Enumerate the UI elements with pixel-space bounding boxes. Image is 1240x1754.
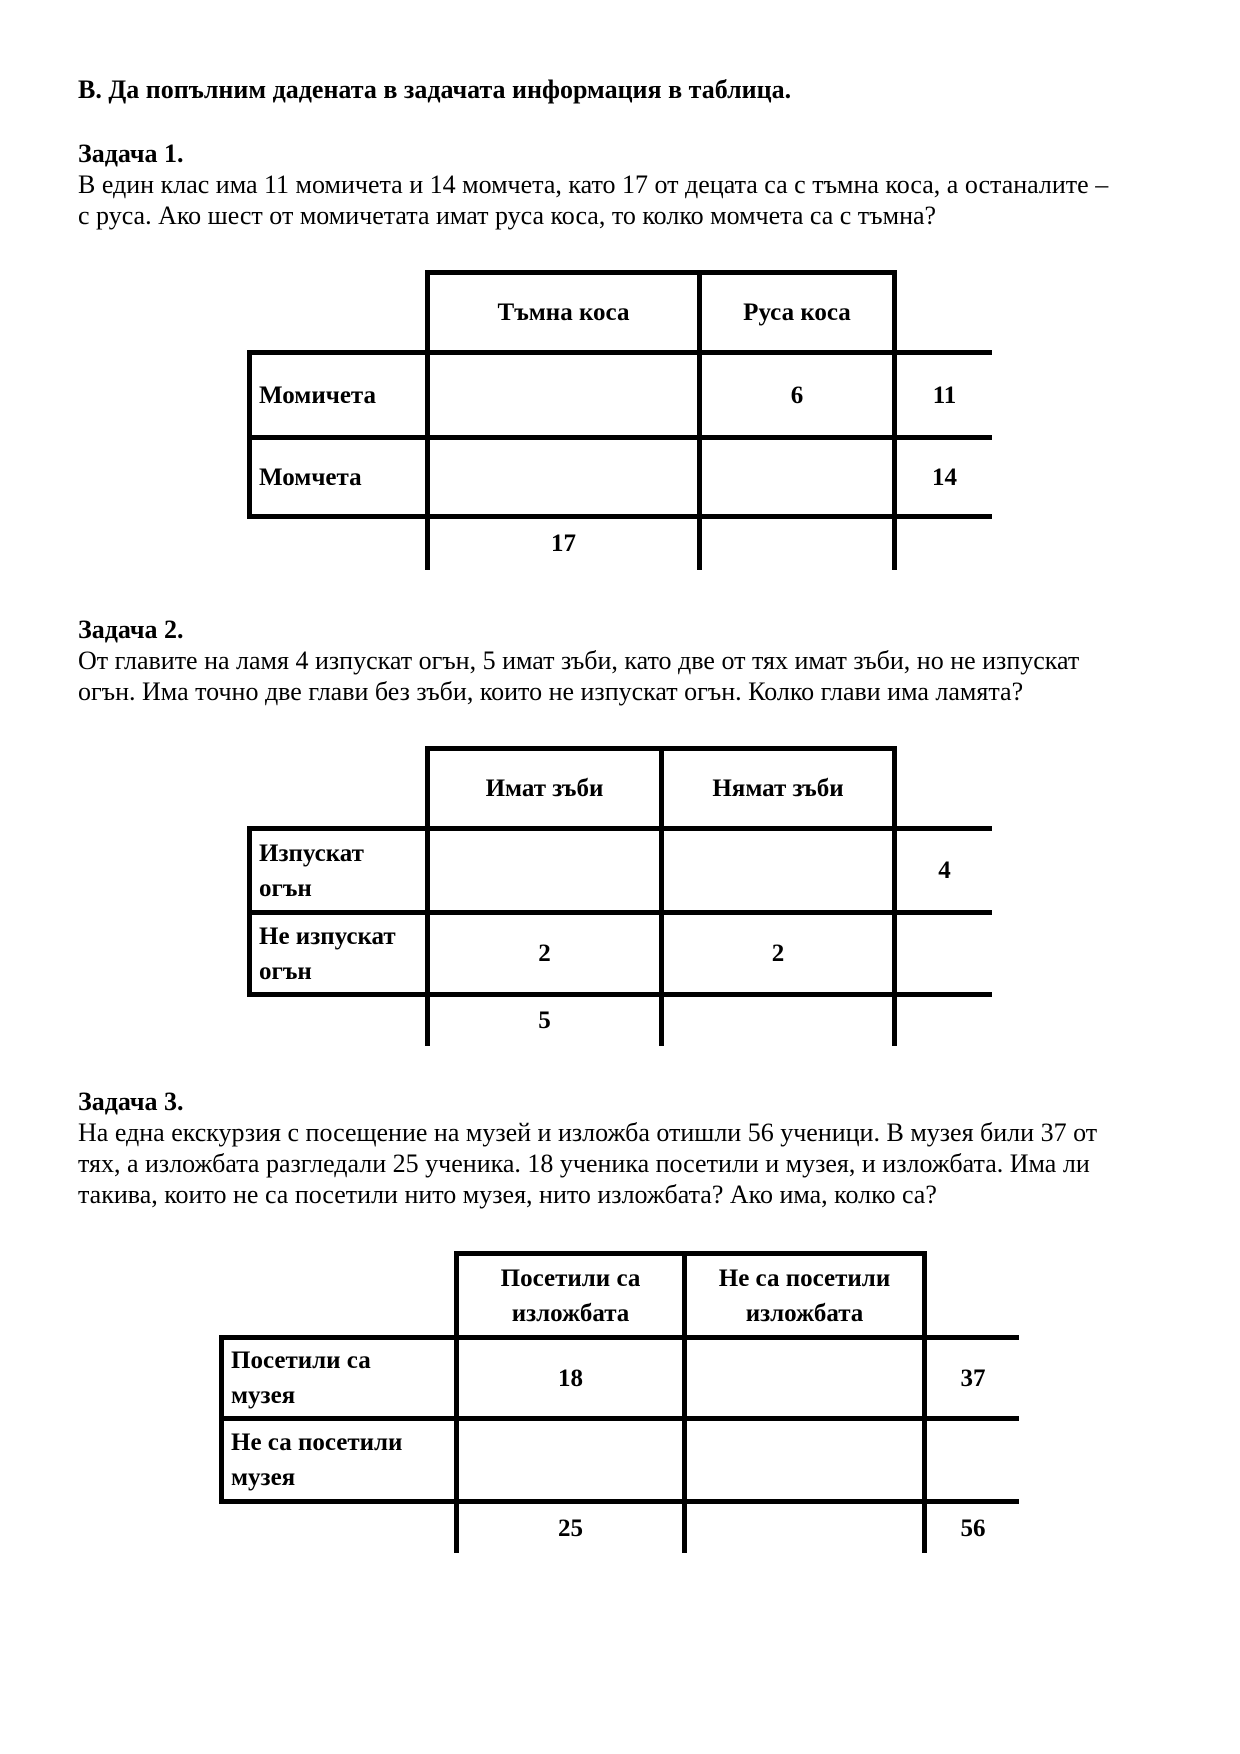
table-cell: [664, 831, 892, 910]
row-label: [259, 355, 419, 435]
grand-total: [897, 519, 992, 567]
table-border-line: [219, 1335, 224, 1504]
row-total: [927, 1421, 1019, 1499]
problem-text-line: такива, които не са посетили нито музея, нито изложбата? Ако има, колко са?: [78, 1180, 937, 1209]
row-total: 4: [938, 857, 951, 884]
column-header: [430, 275, 697, 350]
problem-text-line: огън. Има точно две глави без зъби, които не изпускат огън. Колко глави има ламята?: [78, 677, 1024, 706]
column-total: 17: [551, 529, 576, 557]
problem-text-line: тях, а изложбата разгледали 25 ученика. 18 ученика посетили и музея, и изложбата. Има ли: [78, 1149, 1090, 1178]
task-title: Задача 3.: [78, 1087, 184, 1116]
table-cell: [430, 440, 697, 514]
task-1-block: [78, 138, 1108, 231]
problem-text-line: с руса. Ако шест от момичетата имат руса коса, то колко момчета са с тъмна?: [78, 201, 937, 230]
row-total: 11: [932, 381, 957, 409]
row-label: [231, 1421, 451, 1499]
table-cell: [687, 1421, 922, 1499]
row-label-line: Момчета: [259, 463, 362, 491]
column-header-line: Не са посетили: [718, 1265, 891, 1292]
table-cell: 2: [771, 940, 785, 967]
table-cell: [430, 355, 697, 435]
column-header-line: изложбата: [745, 1300, 864, 1327]
row-label-line: Посетили са: [231, 1347, 371, 1374]
row-label-line: Изпускат: [259, 839, 364, 867]
column-header-line: изложбата: [511, 1300, 630, 1327]
row-label-line: музея: [231, 1464, 296, 1491]
column-header-line: Посетили са: [500, 1265, 641, 1292]
column-header-line: Тъмна коса: [497, 299, 630, 326]
column-total: [664, 997, 892, 1043]
row-label-line: огън: [259, 874, 312, 902]
table-border-line: [454, 1251, 927, 1256]
problem-text-line: В един клас има 11 момичета и 14 момчета, като 17 от децата са с тъмна коса, а останалите –: [78, 170, 1109, 199]
row-label-line: Не са посетили: [231, 1429, 403, 1456]
row-total: 14: [932, 463, 957, 491]
column-total: [687, 1504, 922, 1553]
task-2-block: [78, 614, 1079, 707]
table-cell: [459, 1421, 682, 1499]
column-total: [702, 519, 892, 567]
row-label: [259, 440, 419, 514]
contingency-table-1: [247, 270, 997, 573]
task-title: Задача 1.: [78, 139, 184, 168]
table-cell: [687, 1340, 922, 1416]
table-cell: [702, 440, 892, 514]
row-label-line: музея: [231, 1382, 296, 1409]
column-header: [430, 751, 659, 826]
column-header-line: Нямат зъби: [712, 775, 844, 802]
problem-text-line: На една екскурзия с посещение на музей и изложба отишли 56 ученици. В музея били 37 от: [78, 1118, 1098, 1147]
table-cell: [430, 831, 659, 910]
column-header: [664, 751, 892, 826]
column-header: [687, 1257, 922, 1335]
document-heading: В. Да попълним дадената в задачата информация в таблица.: [78, 75, 792, 104]
row-total: 37: [960, 1364, 986, 1392]
column-total: 25: [558, 1515, 583, 1542]
contingency-table-3: [219, 1251, 1025, 1558]
task-title: Задача 2.: [78, 615, 184, 644]
table-cell: 6: [790, 381, 804, 409]
row-label-line: огън: [259, 957, 312, 985]
column-header-line: Руса коса: [743, 299, 851, 326]
column-header-line: Имат зъби: [485, 775, 604, 802]
column-header: [702, 275, 892, 350]
column-total: 5: [538, 1006, 551, 1034]
column-header: [459, 1257, 682, 1335]
row-total: [897, 915, 992, 992]
row-label-line: Момичета: [259, 381, 377, 409]
grand-total: [897, 997, 992, 1043]
table-border-line: [247, 826, 252, 997]
table-cell: 2: [538, 940, 551, 967]
table-cell: 18: [558, 1364, 583, 1392]
row-label: [259, 915, 419, 992]
problem-text-line: От главите на ламя 4 изпускат огън, 5 имат зъби, като две от тях имат зъби, но не изпускат: [78, 646, 1080, 675]
grand-total: 56: [960, 1515, 986, 1542]
contingency-table-2: [247, 746, 997, 1049]
row-label-line: Не изпускат: [259, 922, 396, 950]
task-3-block: [78, 1086, 1097, 1210]
row-label: [259, 831, 419, 910]
row-label: [231, 1340, 451, 1416]
table-border-line: [247, 350, 252, 519]
